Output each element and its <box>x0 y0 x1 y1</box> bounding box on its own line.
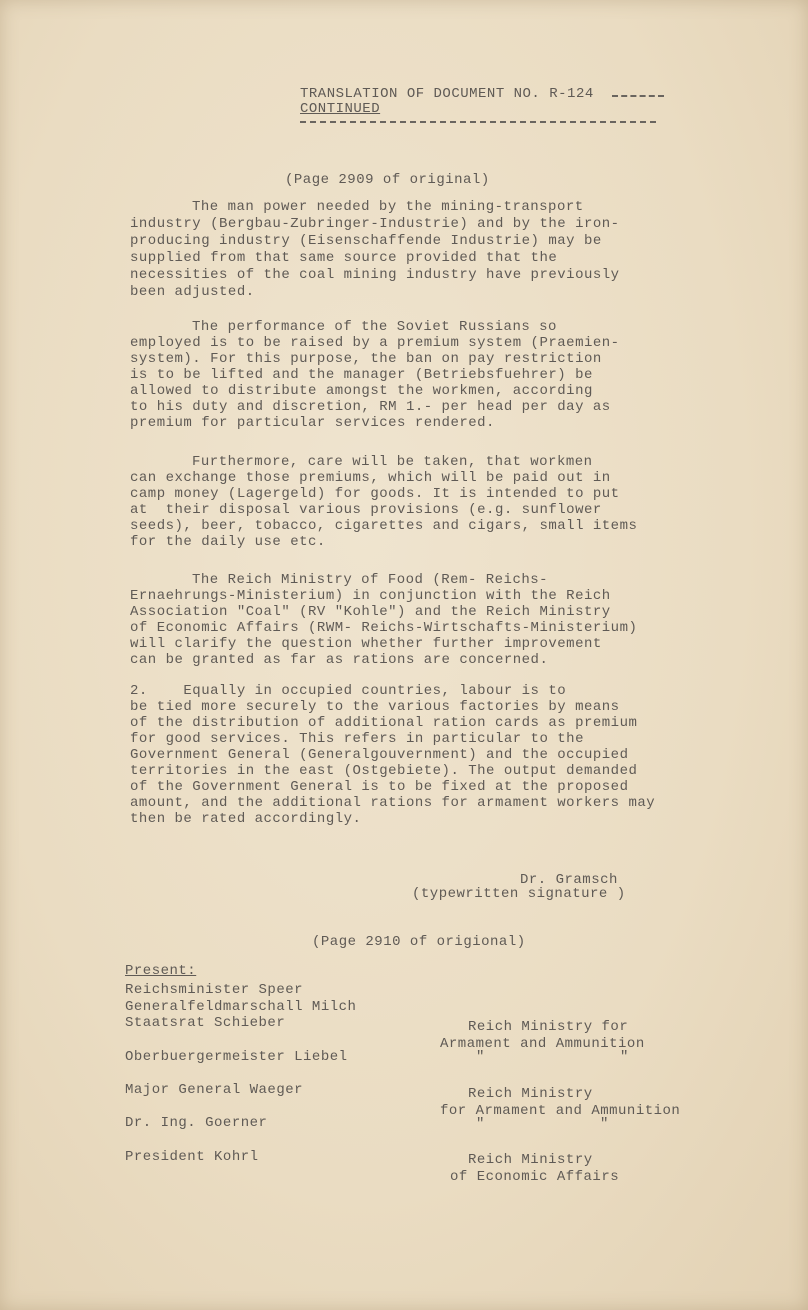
text-line: then be rated accordingly. <box>130 811 362 827</box>
text-line: allowed to distribute amongst the workmen, according <box>130 383 593 399</box>
text-line: camp money (Lagergeld) for goods. It is intended to put <box>130 486 620 502</box>
text-line: Association "Coal" (RV "Kohle") and the Reich Ministry <box>130 604 611 620</box>
text-line: The performance of the Soviet Russians so <box>192 319 557 335</box>
paragraph-1 <box>130 199 620 301</box>
text-line: The man power needed by the mining-transport <box>192 199 584 215</box>
text-line: seeds), beer, tobacco, cigarettes and cigars, small items <box>130 518 638 534</box>
affiliation-line: Reich Ministry for <box>468 1019 629 1035</box>
text-line: industry (Bergbau-Zubringer-Industrie) and by the iron- <box>130 216 620 232</box>
signature-name: Dr. Gramsch <box>520 872 618 888</box>
text-line: to his duty and discretion, RM 1.- per head per day as <box>130 399 611 415</box>
ditto-mark: " <box>476 1049 485 1065</box>
ditto-mark: " <box>600 1116 609 1132</box>
attendee: Major General Waeger <box>125 1082 304 1098</box>
text-line: 2. Equally in occupied countries, labour is to <box>130 683 567 699</box>
ditto-mark: " <box>476 1116 485 1132</box>
text-line: system). For this purpose, the ban on pay restriction <box>130 351 602 367</box>
text-line: can exchange those premiums, which will be paid out in <box>130 470 611 486</box>
paragraph-5 <box>130 683 655 827</box>
attendee: Staatsrat Schieber <box>125 1015 286 1031</box>
page-reference-2: (Page 2910 of origional) <box>312 934 526 950</box>
attendee: Dr. Ing. Goerner <box>125 1115 268 1131</box>
paragraph-2 <box>130 319 620 431</box>
attendee: Reichsminister Speer <box>125 982 304 998</box>
text-line: is to be lifted and the manager (Betriebsfuehrer) be <box>130 367 593 383</box>
text-line: of the distribution of additional ration cards as premium <box>130 715 638 731</box>
text-line: necessities of the coal mining industry have previously <box>130 267 620 283</box>
document-title: TRANSLATION OF DOCUMENT NO. R-124 <box>300 86 594 102</box>
text-line: employed is to be raised by a premium system (Praemien- <box>130 335 620 351</box>
dash-rule <box>300 121 656 123</box>
continued-label: CONTINUED <box>300 101 381 117</box>
text-line: for the daily use etc. <box>130 534 326 550</box>
text-line: be tied more securely to the various factories by means <box>130 699 620 715</box>
attendee: Oberbuergermeister Liebel <box>125 1049 348 1065</box>
text-line: producing industry (Eisenschaffende Industrie) may be <box>130 233 602 249</box>
text-line: will clarify the question whether further improvement <box>130 636 602 652</box>
text-line: territories in the east (Ostgebiete). The output demanded <box>130 763 638 779</box>
paragraph-3 <box>130 454 637 550</box>
text-line: amount, and the additional rations for armament workers may <box>130 795 656 811</box>
text-line: Government General (Generalgouvernment) and the occupied <box>130 747 629 763</box>
text-line: The Reich Ministry of Food (Rem- Reichs- <box>192 572 549 588</box>
title-dash-rule <box>612 95 664 97</box>
attendee: Generalfeldmarschall Milch <box>125 999 357 1015</box>
text-line: Furthermore, care will be taken, that workmen <box>192 454 593 470</box>
text-line: of Economic Affairs (RWM- Reichs-Wirtschafts-Ministerium) <box>130 620 638 636</box>
text-line: of the Government General is to be fixed at the proposed <box>130 779 629 795</box>
paragraph-4 <box>130 572 637 668</box>
affiliation-line: for Armament and Ammunition <box>440 1103 681 1119</box>
text-line: premium for particular services rendered. <box>130 415 495 431</box>
affiliation-line: Armament and Ammunition <box>440 1036 645 1052</box>
signature-note: (typewritten signature ) <box>412 886 626 902</box>
present-label: Present: <box>125 963 197 979</box>
text-line: been adjusted. <box>130 284 255 300</box>
affiliation-line: of Economic Affairs <box>450 1169 620 1185</box>
affiliation-line: Reich Ministry <box>468 1152 593 1168</box>
attendee: President Kohrl <box>125 1149 259 1165</box>
page-reference: (Page 2909 of original) <box>285 172 490 188</box>
ditto-mark: " <box>620 1049 629 1065</box>
affiliation-line: Reich Ministry <box>468 1086 593 1102</box>
text-line: Ernaehrungs-Ministerium) in conjunction with the Reich <box>130 588 611 604</box>
text-line: for good services. This refers in particular to the <box>130 731 584 747</box>
text-line: supplied from that same source provided that the <box>130 250 558 266</box>
text-line: at their disposal various provisions (e.g. sunflower <box>130 502 602 518</box>
text-line: can be granted as far as rations are concerned. <box>130 652 549 668</box>
